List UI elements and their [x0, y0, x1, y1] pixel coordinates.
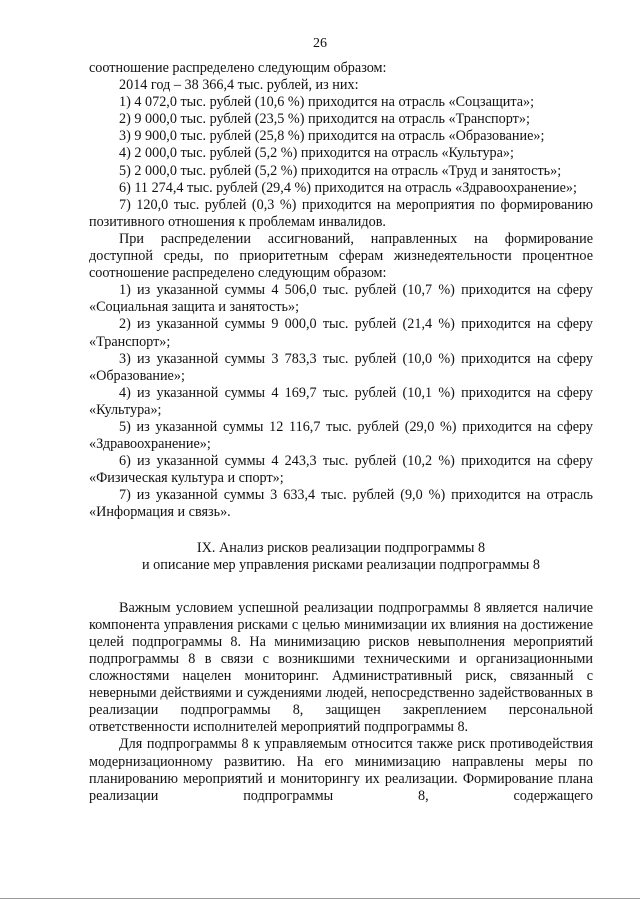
section-heading-line-2: и описание мер управления рисками реализации подпрограммы 8 [142, 556, 540, 573]
section-heading [89, 540, 593, 574]
budget-breakdown-section [89, 60, 593, 522]
paragraph: 7) из указанной суммы 3 633,4 тыс. рублей (9,0 %) приходится на отрасль «Информация и связь». [89, 487, 593, 521]
paragraph: 6) из указанной суммы 4 243,3 тыс. рублей (10,2 %) приходится на сферу «Физическая культура и спорт»; [89, 453, 593, 487]
paragraph: 2) 9 000,0 тыс. рублей (23,5 %) приходится на отрасль «Транспорт»; [119, 111, 530, 128]
section-heading-line-1: IX. Анализ рисков реализации подпрограммы 8 [196, 539, 486, 556]
paragraph: 2014 год – 38 366,4 тыс. рублей, из них: [119, 77, 359, 94]
paragraph: 1) 4 072,0 тыс. рублей (10,6 %) приходится на отрасль «Соцзащита»; [119, 94, 535, 111]
paragraph: соотношение распределено следующим образом: [89, 60, 387, 76]
paragraph: 4) 2 000,0 тыс. рублей (5,2 %) приходится на отрасль «Культура»; [119, 145, 514, 162]
paragraph: 3) из указанной суммы 3 783,3 тыс. рублей (10,0 %) приходится на сферу «Образование»; [89, 350, 593, 384]
paragraph: 2) из указанной суммы 9 000,0 тыс. рублей (21,4 %) приходится на сферу «Транспорт»; [89, 316, 593, 350]
paragraph: 7) 120,0 тыс. рублей (0,3 %) приходится на мероприятия по формированию позитивного отношения к проблемам инвалидов. [89, 196, 593, 230]
paragraph: Для подпрограммы 8 к управляемым относится также риск противодействия модернизационному развитию. На его минимизацию направлены меры по планированию мероприятий и мониторингу их реализации. Формирование плана реализации подпрограммы 8, содержащего [89, 736, 593, 804]
paragraph: 3) 9 900,0 тыс. рублей (25,8 %) приходится на отрасль «Образование»; [119, 128, 545, 145]
paragraph: 5) 2 000,0 тыс. рублей (5,2 %) приходится на отрасль «Труд и занятость»; [119, 162, 562, 179]
risk-analysis-section [89, 600, 593, 805]
page-content [89, 60, 593, 805]
paragraph: 6) 11 274,4 тыс. рублей (29,4 %) приходится на отрасль «Здравоохранение»; [119, 179, 577, 196]
paragraph: 1) из указанной суммы 4 506,0 тыс. рублей (10,7 %) приходится на сферу «Социальная защита и занятость»; [89, 282, 593, 316]
page-bottom-divider [0, 898, 640, 899]
paragraph: 4) из указанной суммы 4 169,7 тыс. рублей (10,1 %) приходится на сферу «Культура»; [89, 384, 593, 418]
paragraph: При распределении ассигнований, направленных на формирование доступной среды, по приоритетным сферам жизнедеятельности процентное соотношение распределено следующим образом: [89, 230, 593, 282]
paragraph: 5) из указанной суммы 12 116,7 тыс. рублей (29,0 %) приходится на сферу «Здравоохранение»; [89, 418, 593, 453]
paragraph: Важным условием успешной реализации подпрограммы 8 является наличие компонента управления рисками с целью минимизации их влияния на достижение целей подпрограммы 8. На минимизацию рисков невыполнения мероприятий подпрограммы 8 в связи с возникшими техническими и организационными сложностями нацелен мониторинг. Административный риск, связанный с неверными действиями и суждениями людей, непосредственно задействованных в реализации подпрограммы 8, защищен закреплением персональной ответственности исполнителей мероприятий подпрограммы 8. [89, 599, 593, 736]
page-number: 26 [313, 36, 327, 51]
